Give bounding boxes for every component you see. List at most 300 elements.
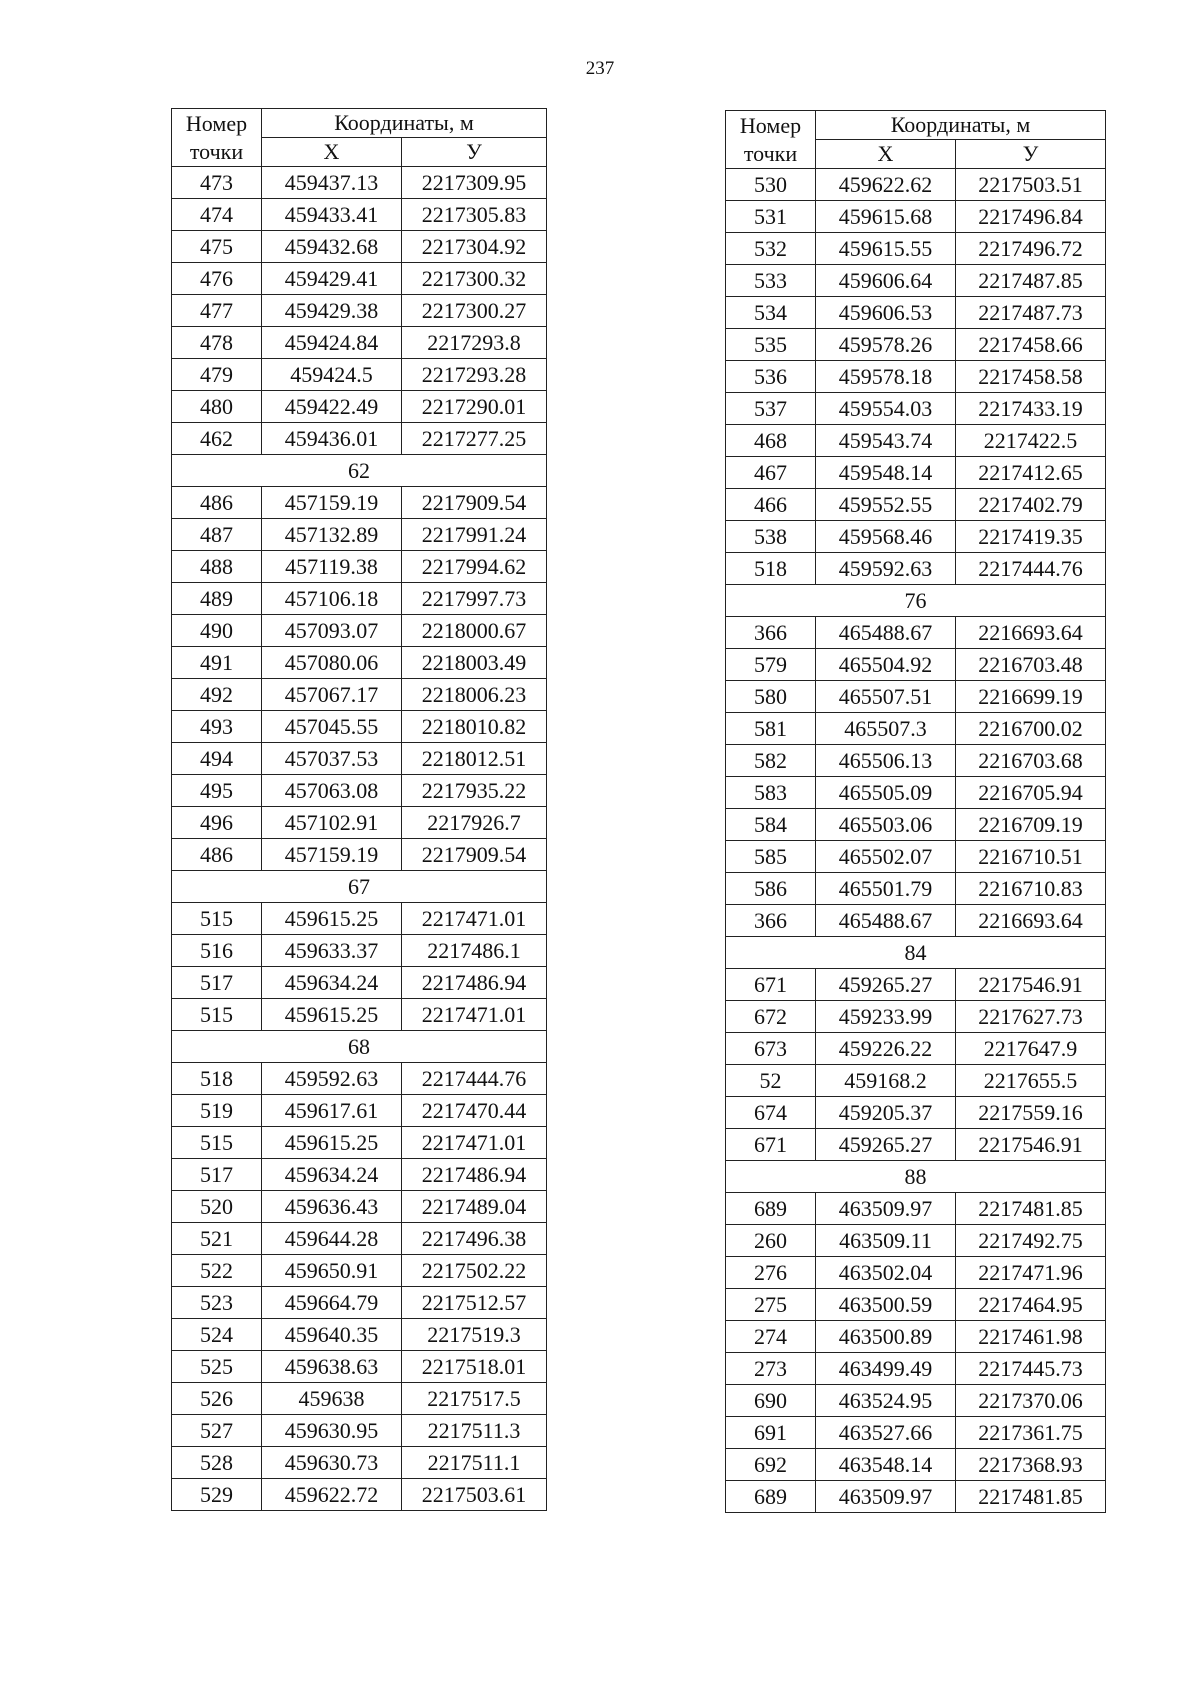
cell-x: 465507.3 [816,713,956,745]
cell-point-number: 488 [172,551,262,583]
cell-point-number: 671 [726,969,816,1001]
table-row [172,391,547,423]
cell-x: 459424.5 [262,359,402,391]
table-row [726,521,1106,553]
cell-y: 2217502.22 [402,1255,547,1287]
cell-y: 2217512.57 [402,1287,547,1319]
table-row [726,1033,1106,1065]
table-row [172,199,547,231]
cell-y: 2216710.51 [956,841,1106,873]
cell-point-number: 275 [726,1289,816,1321]
table-row [726,1449,1106,1481]
cell-point-number: 276 [726,1257,816,1289]
cell-point-number: 487 [172,519,262,551]
cell-y: 2217997.73 [402,583,547,615]
table-row [726,393,1106,425]
table-row [172,647,547,679]
cell-y: 2218000.67 [402,615,547,647]
cell-x: 459548.14 [816,457,956,489]
cell-y: 2217412.65 [956,457,1106,489]
cell-y: 2217461.98 [956,1321,1106,1353]
cell-x: 463524.95 [816,1385,956,1417]
table-row [172,743,547,775]
cell-y: 2217304.92 [402,231,547,263]
cell-y: 2216710.83 [956,873,1106,905]
cell-y: 2217496.84 [956,201,1106,233]
cell-point-number: 534 [726,297,816,329]
table-row [726,1129,1106,1161]
cell-point-number: 486 [172,487,262,519]
table-row [172,903,547,935]
table-body-left [172,167,547,1511]
cell-x: 459615.25 [262,999,402,1031]
cell-point-number: 519 [172,1095,262,1127]
cell-x: 459168.2 [816,1065,956,1097]
cell-y: 2217909.54 [402,487,547,519]
cell-y: 2217361.75 [956,1417,1106,1449]
section-row [172,1031,547,1063]
cell-point-number: 689 [726,1193,816,1225]
cell-point-number: 581 [726,713,816,745]
cell-point-number: 516 [172,935,262,967]
cell-point-number: 537 [726,393,816,425]
cell-y: 2217546.91 [956,1129,1106,1161]
cell-x: 465507.51 [816,681,956,713]
table-row [726,553,1106,585]
cell-y: 2216709.19 [956,809,1106,841]
cell-point-number: 526 [172,1383,262,1415]
table-row [172,551,547,583]
table-row [726,201,1106,233]
cell-x: 459630.95 [262,1415,402,1447]
section-label: 88 [726,1161,1106,1193]
table-row [726,905,1106,937]
table-row [726,233,1106,265]
cell-y: 2217487.73 [956,297,1106,329]
cell-point-number: 52 [726,1065,816,1097]
cell-point-number: 515 [172,1127,262,1159]
table-row [172,1095,547,1127]
cell-x: 457063.08 [262,775,402,807]
cell-point-number: 527 [172,1415,262,1447]
cell-x: 459592.63 [262,1063,402,1095]
table-row [172,839,547,871]
cell-point-number: 494 [172,743,262,775]
cell-x: 459429.41 [262,263,402,295]
table-row [172,1063,547,1095]
section-label: 76 [726,585,1106,617]
header-point-number-line1: Номер [739,112,802,138]
cell-x: 459568.46 [816,521,956,553]
cell-y: 2217517.5 [402,1383,547,1415]
cell-x: 457106.18 [262,583,402,615]
table-row [726,649,1106,681]
cell-y: 2217994.62 [402,551,547,583]
section-label: 84 [726,937,1106,969]
table-row [726,457,1106,489]
cell-x: 459615.55 [816,233,956,265]
cell-y: 2217471.01 [402,903,547,935]
cell-point-number: 492 [172,679,262,711]
cell-y: 2217419.35 [956,521,1106,553]
table-row [726,265,1106,297]
cell-point-number: 530 [726,169,816,201]
table-row [726,1193,1106,1225]
section-row [172,455,547,487]
cell-point-number: 518 [726,553,816,585]
cell-y: 2217305.83 [402,199,547,231]
table-row [172,1255,547,1287]
header-point-number-line2: точки [189,138,244,164]
cell-x: 459606.64 [816,265,956,297]
cell-x: 465504.92 [816,649,956,681]
coordinates-table-left [171,108,547,1511]
cell-y: 2217309.95 [402,167,547,199]
cell-x: 459634.24 [262,1159,402,1191]
table-row [172,519,547,551]
cell-y: 2217402.79 [956,489,1106,521]
cell-y: 2217496.38 [402,1223,547,1255]
table-row [726,1065,1106,1097]
cell-point-number: 692 [726,1449,816,1481]
table-row [172,583,547,615]
cell-y: 2217487.85 [956,265,1106,297]
cell-y: 2217471.96 [956,1257,1106,1289]
cell-point-number: 479 [172,359,262,391]
cell-point-number: 489 [172,583,262,615]
table-row [726,617,1106,649]
section-row [172,871,547,903]
header-y: У [402,138,547,167]
cell-point-number: 521 [172,1223,262,1255]
cell-x: 459633.37 [262,935,402,967]
cell-point-number: 466 [726,489,816,521]
cell-point-number: 522 [172,1255,262,1287]
header-y: У [956,140,1106,169]
cell-point-number: 517 [172,1159,262,1191]
cell-x: 459622.62 [816,169,956,201]
table-row [726,713,1106,745]
section-row [726,585,1106,617]
cell-x: 459615.25 [262,1127,402,1159]
cell-point-number: 531 [726,201,816,233]
table-row [726,361,1106,393]
table-row [172,1383,547,1415]
table-row [726,489,1106,521]
cell-x: 457093.07 [262,615,402,647]
table-row [726,777,1106,809]
cell-point-number: 496 [172,807,262,839]
cell-point-number: 493 [172,711,262,743]
cell-y: 2217444.76 [402,1063,547,1095]
cell-x: 459226.22 [816,1033,956,1065]
cell-x: 459265.27 [816,1129,956,1161]
cell-x: 465505.09 [816,777,956,809]
cell-point-number: 532 [726,233,816,265]
table-row [172,263,547,295]
cell-x: 459622.72 [262,1479,402,1511]
cell-x: 459634.24 [262,967,402,999]
cell-y: 2217481.85 [956,1481,1106,1513]
cell-point-number: 671 [726,1129,816,1161]
header-point-number-line2: точки [743,140,798,166]
table-row [726,1385,1106,1417]
cell-y: 2217471.01 [402,999,547,1031]
cell-y: 2217486.94 [402,1159,547,1191]
cell-y: 2216693.64 [956,905,1106,937]
cell-point-number: 515 [172,903,262,935]
table-row [726,1257,1106,1289]
cell-x: 459554.03 [816,393,956,425]
cell-y: 2216700.02 [956,713,1106,745]
table-row [726,841,1106,873]
cell-y: 2217290.01 [402,391,547,423]
cell-y: 2217277.25 [402,423,547,455]
cell-point-number: 490 [172,615,262,647]
cell-point-number: 274 [726,1321,816,1353]
cell-x: 463509.97 [816,1481,956,1513]
cell-x: 457080.06 [262,647,402,679]
cell-x: 459265.27 [816,969,956,1001]
table-row [172,1415,547,1447]
table-row [172,999,547,1031]
table-row [726,297,1106,329]
cell-point-number: 584 [726,809,816,841]
cell-x: 457132.89 [262,519,402,551]
coordinates-table-right [725,110,1106,1513]
cell-y: 2217518.01 [402,1351,547,1383]
cell-x: 463499.49 [816,1353,956,1385]
cell-x: 459615.68 [816,201,956,233]
cell-x: 459424.84 [262,327,402,359]
cell-point-number: 689 [726,1481,816,1513]
table-row [172,1191,547,1223]
cell-x: 459640.35 [262,1319,402,1351]
cell-x: 459650.91 [262,1255,402,1287]
cell-point-number: 480 [172,391,262,423]
cell-x: 459429.38 [262,295,402,327]
table-row [726,169,1106,201]
cell-point-number: 533 [726,265,816,297]
section-row [726,1161,1106,1193]
cell-x: 463527.66 [816,1417,956,1449]
cell-y: 2217655.5 [956,1065,1106,1097]
cell-y: 2218010.82 [402,711,547,743]
cell-point-number: 690 [726,1385,816,1417]
cell-x: 459617.61 [262,1095,402,1127]
cell-point-number: 672 [726,1001,816,1033]
table-row [172,231,547,263]
cell-y: 2217511.3 [402,1415,547,1447]
cell-y: 2217464.95 [956,1289,1106,1321]
header-x: Х [816,140,956,169]
cell-point-number: 536 [726,361,816,393]
cell-y: 2218012.51 [402,743,547,775]
cell-x: 463548.14 [816,1449,956,1481]
table-row [172,1287,547,1319]
cell-x: 459592.63 [816,553,956,585]
cell-point-number: 518 [172,1063,262,1095]
cell-x: 459233.99 [816,1001,956,1033]
table-body-right [726,169,1106,1513]
section-row [726,937,1106,969]
cell-y: 2217458.66 [956,329,1106,361]
cell-y: 2217926.7 [402,807,547,839]
cell-x: 459638 [262,1383,402,1415]
cell-x: 459636.43 [262,1191,402,1223]
table-row [172,1447,547,1479]
cell-x: 465488.67 [816,617,956,649]
cell-point-number: 674 [726,1097,816,1129]
cell-y: 2217445.73 [956,1353,1106,1385]
cell-y: 2217471.01 [402,1127,547,1159]
cell-y: 2217559.16 [956,1097,1106,1129]
cell-point-number: 580 [726,681,816,713]
cell-x: 459432.68 [262,231,402,263]
table-row [172,807,547,839]
cell-y: 2216703.68 [956,745,1106,777]
cell-point-number: 673 [726,1033,816,1065]
cell-point-number: 579 [726,649,816,681]
table-row [726,1321,1106,1353]
cell-y: 2217293.28 [402,359,547,391]
table-row [172,615,547,647]
cell-point-number: 495 [172,775,262,807]
cell-x: 463500.59 [816,1289,956,1321]
cell-x: 463502.04 [816,1257,956,1289]
table-row [172,1351,547,1383]
cell-point-number: 529 [172,1479,262,1511]
cell-x: 457045.55 [262,711,402,743]
cell-y: 2217546.91 [956,969,1106,1001]
header-point-number [726,111,816,169]
header-point-number-line1: Номер [185,110,248,136]
table-row [172,1159,547,1191]
cell-x: 465506.13 [816,745,956,777]
table-row [172,423,547,455]
cell-point-number: 273 [726,1353,816,1385]
cell-y: 2217935.22 [402,775,547,807]
cell-y: 2217300.32 [402,263,547,295]
cell-y: 2217458.58 [956,361,1106,393]
cell-point-number: 473 [172,167,262,199]
cell-y: 2217496.72 [956,233,1106,265]
cell-y: 2217519.3 [402,1319,547,1351]
cell-point-number: 462 [172,423,262,455]
cell-x: 459606.53 [816,297,956,329]
cell-x: 457037.53 [262,743,402,775]
cell-y: 2216705.94 [956,777,1106,809]
header-coordinates: Координаты, м [262,109,547,138]
cell-y: 2217486.1 [402,935,547,967]
cell-y: 2216693.64 [956,617,1106,649]
cell-point-number: 517 [172,967,262,999]
table-row [726,329,1106,361]
table-row [726,1417,1106,1449]
cell-x: 459578.26 [816,329,956,361]
cell-x: 459205.37 [816,1097,956,1129]
cell-y: 2217444.76 [956,553,1106,585]
cell-y: 2217486.94 [402,967,547,999]
cell-x: 465502.07 [816,841,956,873]
table-row [726,969,1106,1001]
cell-x: 459422.49 [262,391,402,423]
table-row [726,1353,1106,1385]
table-row [726,681,1106,713]
cell-x: 459543.74 [816,425,956,457]
cell-point-number: 586 [726,873,816,905]
table-row [172,1319,547,1351]
cell-point-number: 477 [172,295,262,327]
cell-x: 459615.25 [262,903,402,935]
page-number: 237 [585,58,615,79]
cell-point-number: 476 [172,263,262,295]
cell-point-number: 468 [726,425,816,457]
cell-point-number: 467 [726,457,816,489]
cell-point-number: 520 [172,1191,262,1223]
cell-y: 2218003.49 [402,647,547,679]
table-row [726,425,1106,457]
cell-point-number: 260 [726,1225,816,1257]
cell-x: 457102.91 [262,807,402,839]
table-row [172,1223,547,1255]
cell-point-number: 524 [172,1319,262,1351]
cell-y: 2217481.85 [956,1193,1106,1225]
section-label: 68 [172,1031,547,1063]
header-x: Х [262,138,402,167]
cell-point-number: 366 [726,617,816,649]
cell-x: 463509.11 [816,1225,956,1257]
table-row [726,1225,1106,1257]
header-point-number [172,109,262,167]
cell-x: 459578.18 [816,361,956,393]
header-coordinates: Координаты, м [816,111,1106,140]
table-row [726,745,1106,777]
cell-x: 463500.89 [816,1321,956,1353]
cell-y: 2217511.1 [402,1447,547,1479]
table-row [726,1289,1106,1321]
section-label: 62 [172,455,547,487]
table-row [172,679,547,711]
cell-x: 459630.73 [262,1447,402,1479]
cell-y: 2217492.75 [956,1225,1106,1257]
cell-x: 463509.97 [816,1193,956,1225]
table-row [172,1127,547,1159]
cell-y: 2217300.27 [402,295,547,327]
cell-y: 2217433.19 [956,393,1106,425]
cell-y: 2217470.44 [402,1095,547,1127]
cell-x: 459436.01 [262,423,402,455]
cell-x: 459433.41 [262,199,402,231]
cell-y: 2217909.54 [402,839,547,871]
cell-y: 2217991.24 [402,519,547,551]
cell-x: 465503.06 [816,809,956,841]
table-row [172,167,547,199]
cell-point-number: 474 [172,199,262,231]
table-row [726,1097,1106,1129]
cell-y: 2217422.5 [956,425,1106,457]
cell-point-number: 582 [726,745,816,777]
table-row [172,359,547,391]
cell-y: 2217503.61 [402,1479,547,1511]
table-row [726,1001,1106,1033]
cell-x: 459437.13 [262,167,402,199]
cell-y: 2217503.51 [956,169,1106,201]
cell-point-number: 515 [172,999,262,1031]
cell-point-number: 475 [172,231,262,263]
cell-x: 457159.19 [262,839,402,871]
cell-point-number: 528 [172,1447,262,1479]
